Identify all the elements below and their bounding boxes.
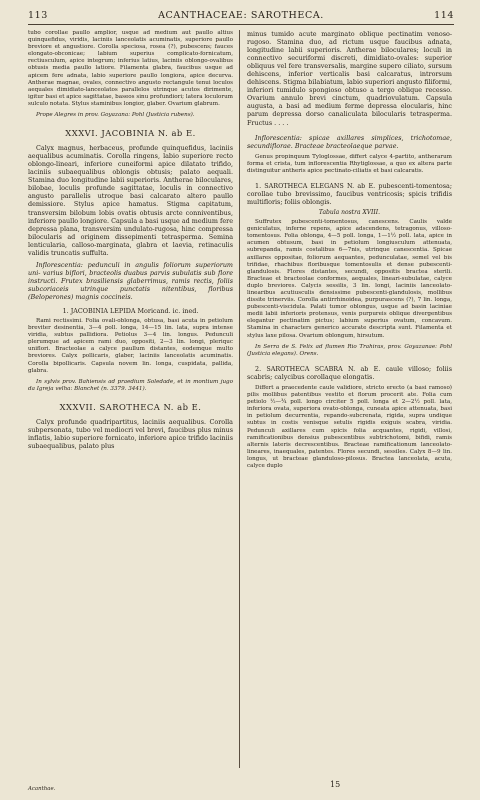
page-number-left: 113 — [28, 10, 48, 21]
left-paragraph-5: Calyx profunde quadripartitus, laciniis aequalibus. Corolla subpersonata, tubo vel mediocri vel brevi, faucibus plus minus inflatis, labio superiore fornicato, inferiore apice trifido laciniis subaequalibus, palato plus — [28, 417, 233, 451]
left-paragraph-1: tubo corollae paullo amplior, usque ad medium aut paullo altius quinquefidus, viridis, laciniis lanceolatis acuminatis, superiore paullo breviore et angustiore. Corolla speciosa, rosea (?), pubescens; fauces elongato-obconicae; labium superius complicato-fornicatum, rectiusculum, apice integrum; inferius latius, laciniis oblongo-ovalibus obtusis media paullo latiore. Filamenta glabra, faucibus usque ad apicem fere adnata, labio superiore paullo longiora, apice decurva. Antherae magnae, ovales, connectivo angusto rectangule tenui loculos aequales dimidiato-lanceolatos parallelos utrinque acutos dirimente, igitur basi et apice sagittatae, baseos sinu profundiori; latera loculorum sulculo notata. Stylus staminibus longior, glaber. Ovarium glabrum. — [28, 30, 233, 107]
running-header — [28, 10, 454, 25]
species-heading-jacobinia-lepida: 1. JACOBINIA LEPIDA Moricand. ic. ined. — [62, 307, 199, 316]
signature-mark: 15 — [330, 780, 341, 789]
catchword: Acanthae. — [28, 786, 56, 792]
column-divider — [239, 30, 240, 768]
left-locality-note-2: In sylvis prov. Bahiensis ad praedium Soledade, et in montium jugo da Igreja velha: Blanchet (n. 3379. 3441). — [28, 378, 233, 392]
right-paragraph-4: Differt a praecedente caule validiore, stricto erecto (a basi ramoso) pilis mollibus patentibus vestito et florum procerit ate. Folia cum petiolo ½—¾ poll. longo circiter 5 poll. longa et 2—2½ poll. lata, inferiora ovata, superiora ovato-oblonga, cuneata apice attenuata, basi in petiolum decurrentia, repando-subcrenata, rigida, supra undique subtus in costis venisque setulis rigidis exiguis scabra, viridia. Pedunculi axillares cum spicis folia acquantes, rigidi, villosi, ramificationibus densius pubescentibus subtrichotomi, bifidi, ramis alternis lateris decrescentibus. Bracteae ramificationum lanceolato-lineares, inaequales, patentes. Flores secundi, sessiles. Calyx 8—9 lin. longus, ut bracteae glanduloso-pilosus. Bractea lanceolata, acuta, calyce duplo — [247, 384, 452, 469]
genus-heading-saratheca: XXXVII. SAROTHECA N. ab E. — [59, 401, 202, 412]
left-paragraph-2: Calyx magnus, herbaceus, profunde quinquefidus, laciniis aequalibus acuminatis. Corolla ringens, labio superiore recto oblongo-lineari, inferiore cuneiformi apice dilatato trifido, laciniis subaequalibus oblongis obtusis; palato aequali. Stamina duo longitudine labii superioris. Antherae biloculares, bilobae, loculis profunde sagittatae, loculis in connectivo angusto parallelis utroque basi calcarato altero paullo demissiore. Stylus apice hamatus. Stigma capitatum, transversim bilobum lobis ovatis obtusis arcte conniventibus, inferiore paullo longiore. Capsula a basi usque ad medium fere depressa plana, transversim undulato-rugosa, hinc compressa bilocularis ad originem dissepimenti tetrasperma. Semina lenticularia, calloso-marginata, glabra et laevia, retinaculis validis truncatis suffulta. — [28, 144, 233, 257]
right-paragraph-3: Suffrutex pubescenti-tomentosus, canescens. Caulis valde geniculatus, inferne repens, apice adscendens, tetragonus, villoso-tomentosus. Folia oblonga, 4—5 poll. longa, 1—1½ poll. lata, apice in acumen obtusum, basi in petiolum longiusculum attenuata, subrepanda, ramis costalibus 6—7nis, utrinque canescentia. Spicae axillares oppositae, foliorum aequantes, pedunculatae, semel vel bis trifidae, rhachibus floribusque tomentosulis et dense pubescenti-glandulosis. Flores distantes, secundi, oppositis bractea sterili. Bracteae et bracteolae conformes, aequales, lineari-subulatae, calyce duplo breviores. Calycis sessilis, 3 lin. longi, laciniis lanceolato-linearibus acutiusculis densissime pubescenti-glandulosis, mollibus dissite trinerviis. Corolla antirrhinoidea, purpurascens (?), 7 lin. longa, pubescenti-viscidula. Palati tumor oblongus, usque ad basin laciniae medii labii inferioris protensus, venis purpureis oblique divergentibus elegantur pectinatim pictus; labium superius ovatum, concavum. Stamina in characters generico accurate descripta sunt. Filamenta et stylus laxe pilosa. Ovarium oblongum, hirsutum. — [247, 219, 452, 339]
left-column — [28, 30, 233, 790]
species-heading-saratheca-scabra: 2. SAROTHECA SCABRA N. ab E. caule villoso; foliis scabris; calycibus corollaque elongatis. — [247, 364, 452, 381]
right-genus-note: Genus propinquum Tyloglossae, differt calyce 4-partito, antherarum forma et crista, tum inflorescentia Rhytiglossae, a quo ex altera parte distinguitur antheris apice pectinato-ciliatis et basi calcaratis. — [247, 153, 452, 174]
left-paragraph-4: Rami rectissimi. Folia ovali-oblonga, obtusa, basi acuta in petiolum breviter desinentia, 3—4 poll. longa, 14—15 lin. lata, supra intense viridia, subtus pallidiora. Petiolus 3—4 lin. longus. Pedunculi plerumque ad apicem rami duo, oppositi, 2—3 lin. longi, pleriquc uniflori. Bracteolae a calyce paullum distantes, eodemque multo breviores. Calyx pollicaris, glaber, laciniis lanceolatis acuminatis. Corolla bipollicaris. Capsula novem lin. longa, cuspidata, pallida, glabra. — [28, 318, 233, 374]
right-paragraph-1: minus tumido acute marginato oblique pectinatim venoso-rugoso. Stamina duo, ad rictum usque faucibus adnata, longitudine labii superioris. Antherae biloculares; loculi in connectivo securiformi discreti, dimidiato-ovales: superior obliquus vel fere transversalis, margine supero ciliato, sursum dehiscens, inferior verticalis basi calcaratus, introrsum dehiscens. Stigma bilabiatum, labio superiori angusto filiformi, inferiori tumidulo spongioso obtuso a tergo oblique recesso. Ovarium annulo brevi cinctum, quadriovulatum. Capsula augusta, a basi ad medium ferme depressa elocularis, hinc parum depressa dorso canaliculata bilocularis tetrasperma. Fructus . . . . — [247, 30, 452, 127]
right-locality-note: In Serra de S. Felix ad flumen Rio Trahiras, prov. Goyazanae: Pohl (Justicia elegans). Orens. — [247, 343, 452, 357]
left-paragraph-3: Inflorescentia: pedunculi in angulis foliorum superiorum uni- varius biflori, bracteolis duabus parvis subulatis sub flore instructi. Frutex brasiliensis glaberrimus, ramis rectis, foliis subcoriaceis utrinque punctatis nitentibus, floribus (Beloperones) magnis coccineis. — [28, 260, 233, 301]
right-column — [247, 30, 452, 790]
species-heading-saratheca-elegans: 1. SAROTHECA ELEGANS N. ab E. pubescenti-tomentosa; corollae tubo brevissimo, faucibus ventricosis; spicis trifidis multifloris; foliis oblongis. — [247, 181, 452, 207]
running-title: ACANTHACEAE: SAROTHECA. — [158, 10, 324, 21]
genus-heading-jacobinia: XXXVI. JACOBINIA N. ab E. — [65, 128, 196, 139]
left-locality-note-1: Prope Alegres in prov. Goyazana: Pohl (Justicia rubens). — [36, 112, 195, 119]
plate-reference: Tabula nostra XVIII. — [318, 209, 381, 217]
right-paragraph-2: Inflorescentia: spicae axillares simplices, trichotomae, secundiflorae. Bracteae bracteolaeque parvae. — [247, 133, 452, 150]
page-number-right: 114 — [434, 10, 454, 21]
